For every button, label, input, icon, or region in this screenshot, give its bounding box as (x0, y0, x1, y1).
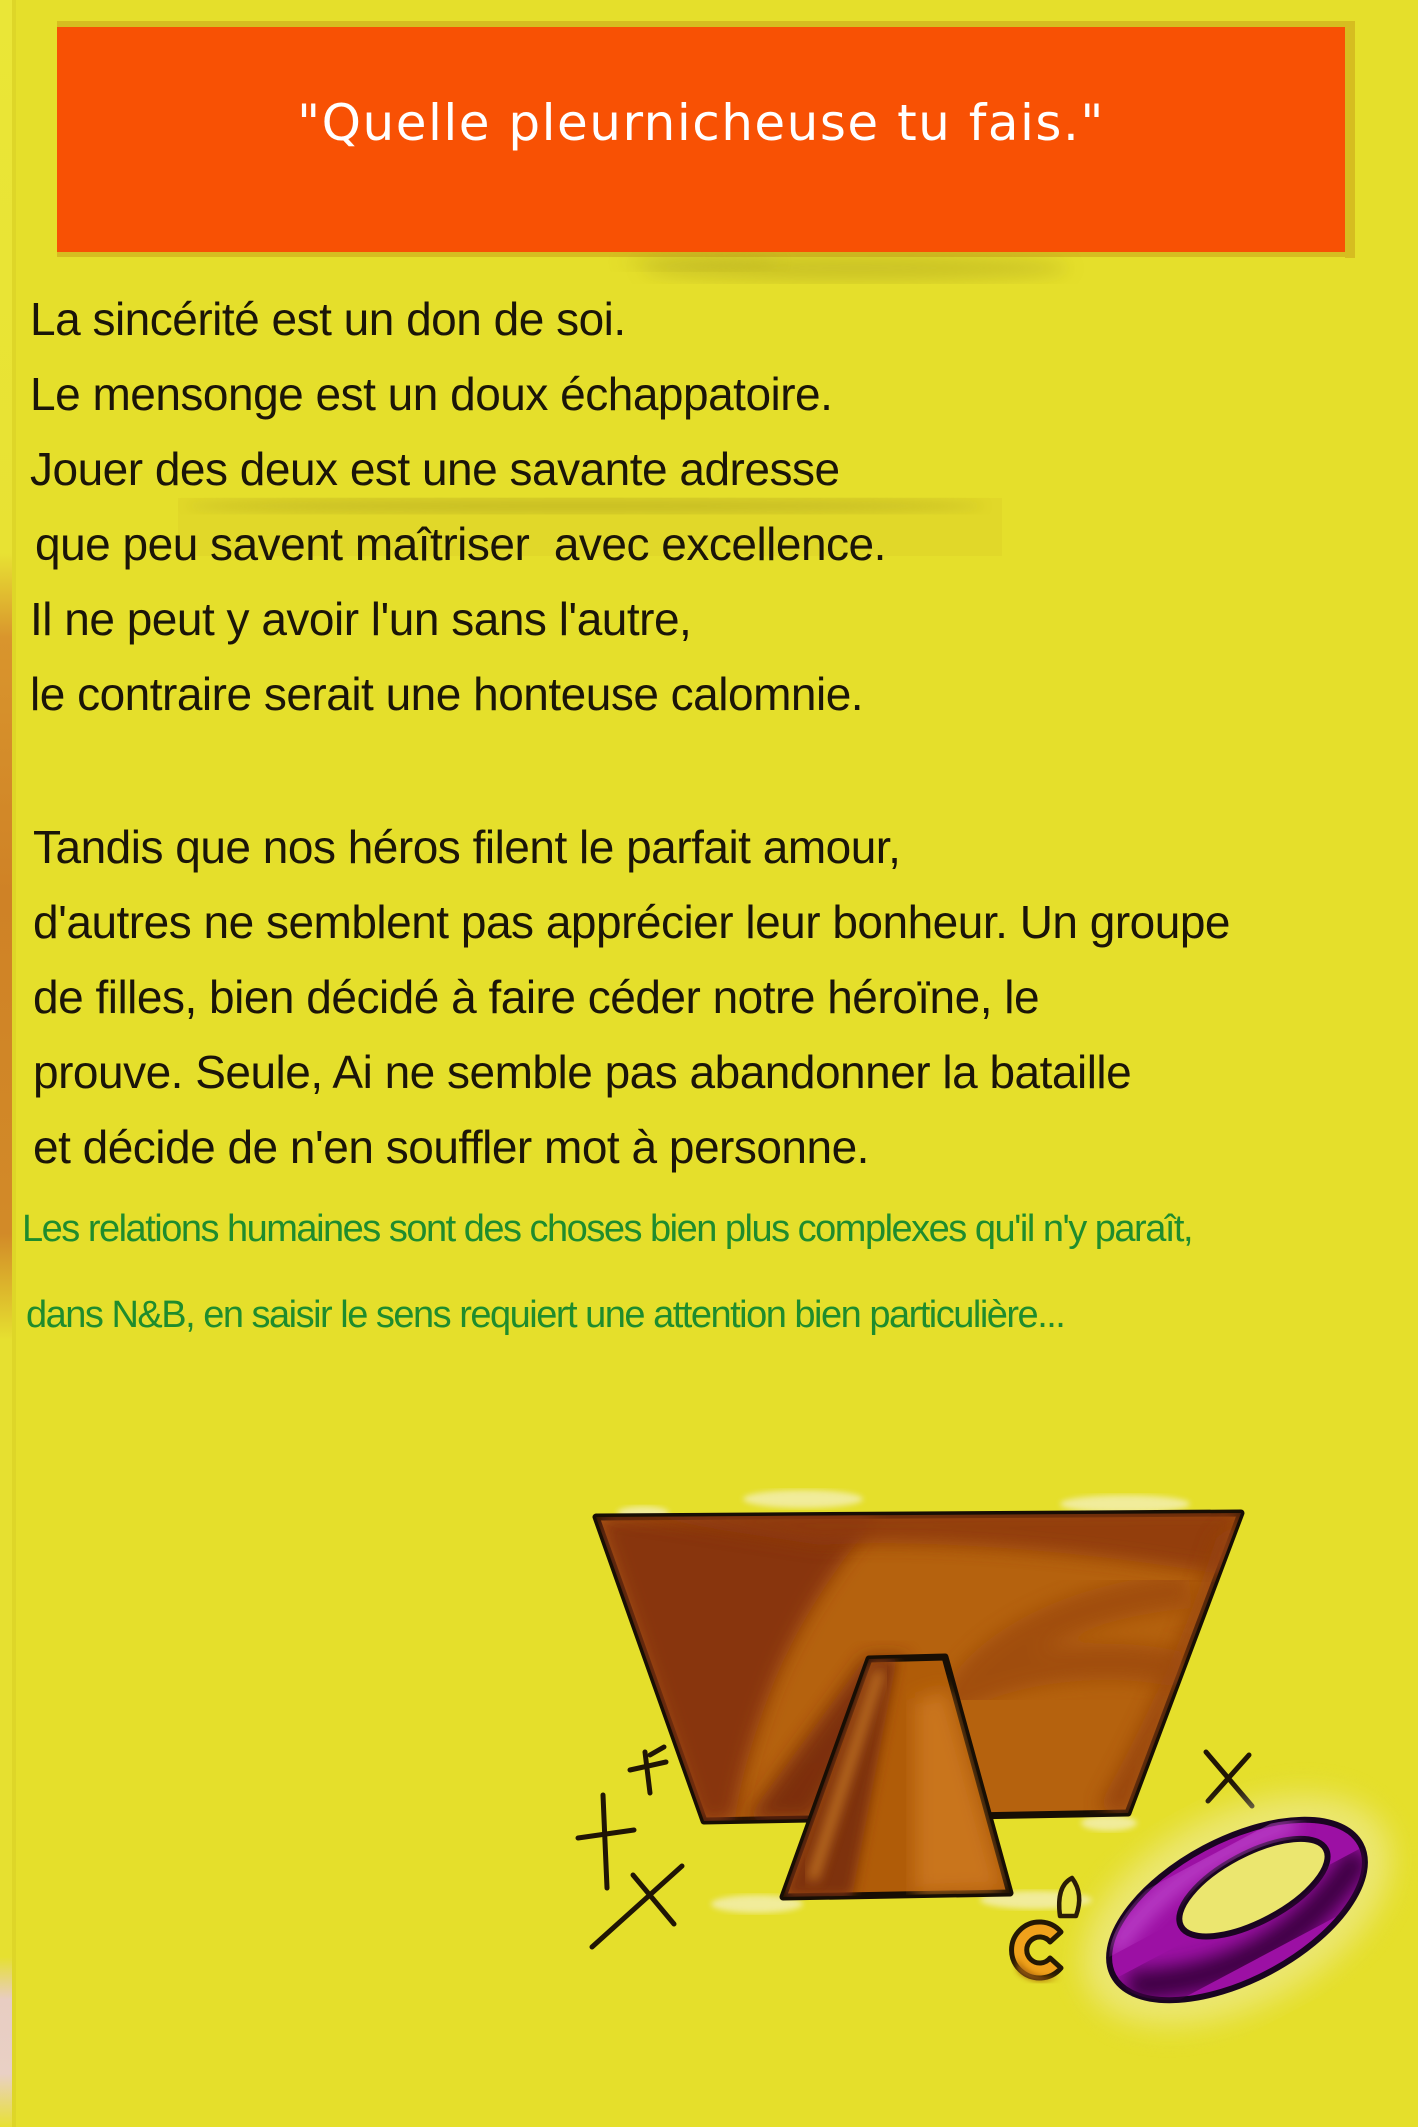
commentary-line: dans N&B, en saisir le sens requiert une attention bien particulière... (26, 1294, 1065, 1336)
text-line: prouve. Seule, Ai ne semble pas abandonner la bataille (33, 1046, 1132, 1098)
sparkle-icon (578, 1795, 634, 1888)
text-line: Jouer des deux est une savante adresse (30, 443, 840, 495)
text-line: que peu savent maîtriser avec excellence. (35, 518, 886, 570)
text-line: le contraire serait une honteuse calomnie. (30, 668, 864, 720)
text-line: d'autres ne semblent pas apprécier leur bonheur. Un groupe (33, 896, 1231, 948)
text-line: Tandis que nos héros filent le parfait amour, (33, 821, 901, 873)
left-edge-strip (0, 0, 12, 2127)
text-line: de filles, bien décidé à faire céder notre héroïne, le (33, 971, 1040, 1023)
title-banner-text: "Quelle pleurnicheuse tu fais." (297, 93, 1105, 152)
text-line: La sincérité est un don de soi. (30, 293, 626, 345)
banner-shadow-smudge (620, 254, 1070, 281)
clip-spring-icon (1059, 1878, 1079, 1916)
sparkle-icon (630, 1747, 666, 1793)
title-banner (57, 27, 1345, 252)
text-line: Il ne peut y avoir l'un sans l'autre, (30, 593, 692, 645)
left-edge-line (12, 0, 16, 2127)
text-line: Le mensonge est un doux échappatoire. (30, 368, 833, 420)
commentary-line: Les relations humaines sont des choses bien plus complexes qu'il n'y paraît, (22, 1208, 1193, 1250)
sparkle-icon (1206, 1752, 1252, 1806)
text-line: et décide de n'en souffler mot à personne. (33, 1121, 869, 1173)
